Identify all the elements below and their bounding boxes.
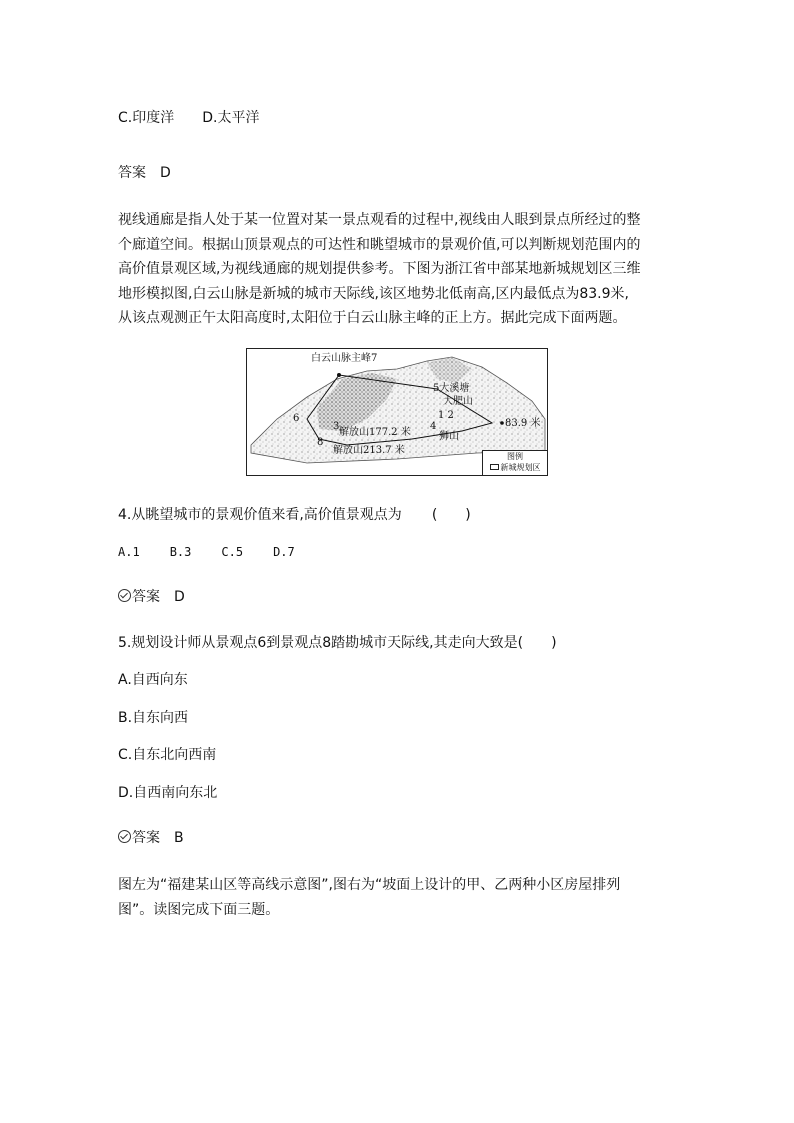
legend-item: 新城规划区: [500, 463, 541, 472]
next-passage: [118, 873, 678, 922]
answer-value: B: [174, 830, 184, 846]
passage-line: 图左为“福建某山区等高线示意图”,图右为“坡面上设计的甲、乙两种小区房屋排列: [118, 877, 621, 893]
label-point-5: 5大溪塘: [433, 383, 470, 394]
q4-option-a: A.1: [118, 545, 140, 559]
passage-line: 图”。读图完成下面三题。: [118, 901, 280, 918]
prev-question-options: [118, 108, 259, 128]
passage-line: 视线通廊是指人处于某一位置对某一景点观看的过程中,视线由人眼到景点所经过的整: [118, 212, 641, 228]
question-5-stem: 5.规划设计师从景观点6到景观点8踏勘城市天际线,其走向大致是( ): [118, 635, 557, 651]
planning-area-legend-icon: [490, 464, 499, 470]
question-4-options: [118, 542, 295, 562]
point-7: [337, 373, 341, 377]
answer-label: 答案: [132, 589, 160, 605]
answer-check-icon: [118, 589, 131, 602]
question-4: [118, 505, 471, 525]
passage-line: 地形模拟图,白云山脉是新城的城市天际线,该区地势北低南高,区内最低点为83.9米,: [118, 285, 629, 302]
q5-option-b: B.自东向西: [118, 710, 189, 726]
q5-option-a: A.自西向东: [118, 672, 188, 688]
passage-line: 个廊道空间。根据山顶景观点的可达性和眺望城市的景观价值,可以判断规划范围内的: [118, 236, 641, 253]
terrain-figure: [246, 348, 548, 476]
legend-row: [483, 462, 547, 473]
q5-option-c: C.自东北向西南: [118, 747, 217, 763]
label-point-4: 4: [430, 421, 437, 432]
question-5-answer: [118, 828, 184, 848]
answer-check-icon: [118, 830, 131, 843]
q4-option-d: D.7: [273, 545, 295, 559]
label-jiefang-1: 解放山177.2 米: [339, 427, 411, 438]
legend-title: 图例: [507, 452, 523, 461]
answer-label: 答案: [132, 830, 160, 846]
point-low: [500, 421, 504, 425]
label-point-1-2: 1 2: [438, 410, 454, 421]
question-5: [118, 633, 557, 653]
passage-line: 从该点观测正午太阳高度时,太阳位于白云山脉主峰的正上方。据此完成下面两题。: [118, 310, 627, 327]
option-d: D.太平洋: [202, 110, 260, 126]
label-lowest: 83.9 米: [505, 418, 541, 429]
passage-line: 高价值景观区域,为视线通廊的规划提供参考。下图为浙江省中部某地新城规划区三维: [118, 261, 641, 278]
answer-value: D: [174, 589, 185, 605]
answer-label: 答案: [118, 165, 146, 181]
label-point-3: 3: [333, 421, 340, 432]
label-shi: 狮山: [439, 431, 459, 442]
q5-option-d: D.自西南向东北: [118, 785, 218, 801]
label-point-8: 8: [317, 437, 324, 448]
answer-value: D: [160, 165, 171, 181]
figure-peak-label: 白云山脉主峰7: [311, 353, 378, 364]
option-c: C.印度洋: [118, 110, 175, 126]
label-point-6: 6: [293, 413, 300, 424]
passage: [118, 208, 678, 331]
label-jiefang-2: 解放山213.7 米: [333, 445, 405, 456]
prev-answer: [118, 163, 171, 183]
q4-option-c: C.5: [221, 545, 244, 559]
question-4-paren: ( ): [431, 507, 471, 523]
figure-legend: [482, 450, 547, 475]
question-4-answer: [118, 587, 185, 607]
question-4-stem: 4.从眺望城市的景观价值来看,高价值景观点为: [118, 507, 402, 523]
label-dafei: 大肥山: [443, 396, 473, 407]
q4-option-b: B.3: [169, 545, 192, 559]
